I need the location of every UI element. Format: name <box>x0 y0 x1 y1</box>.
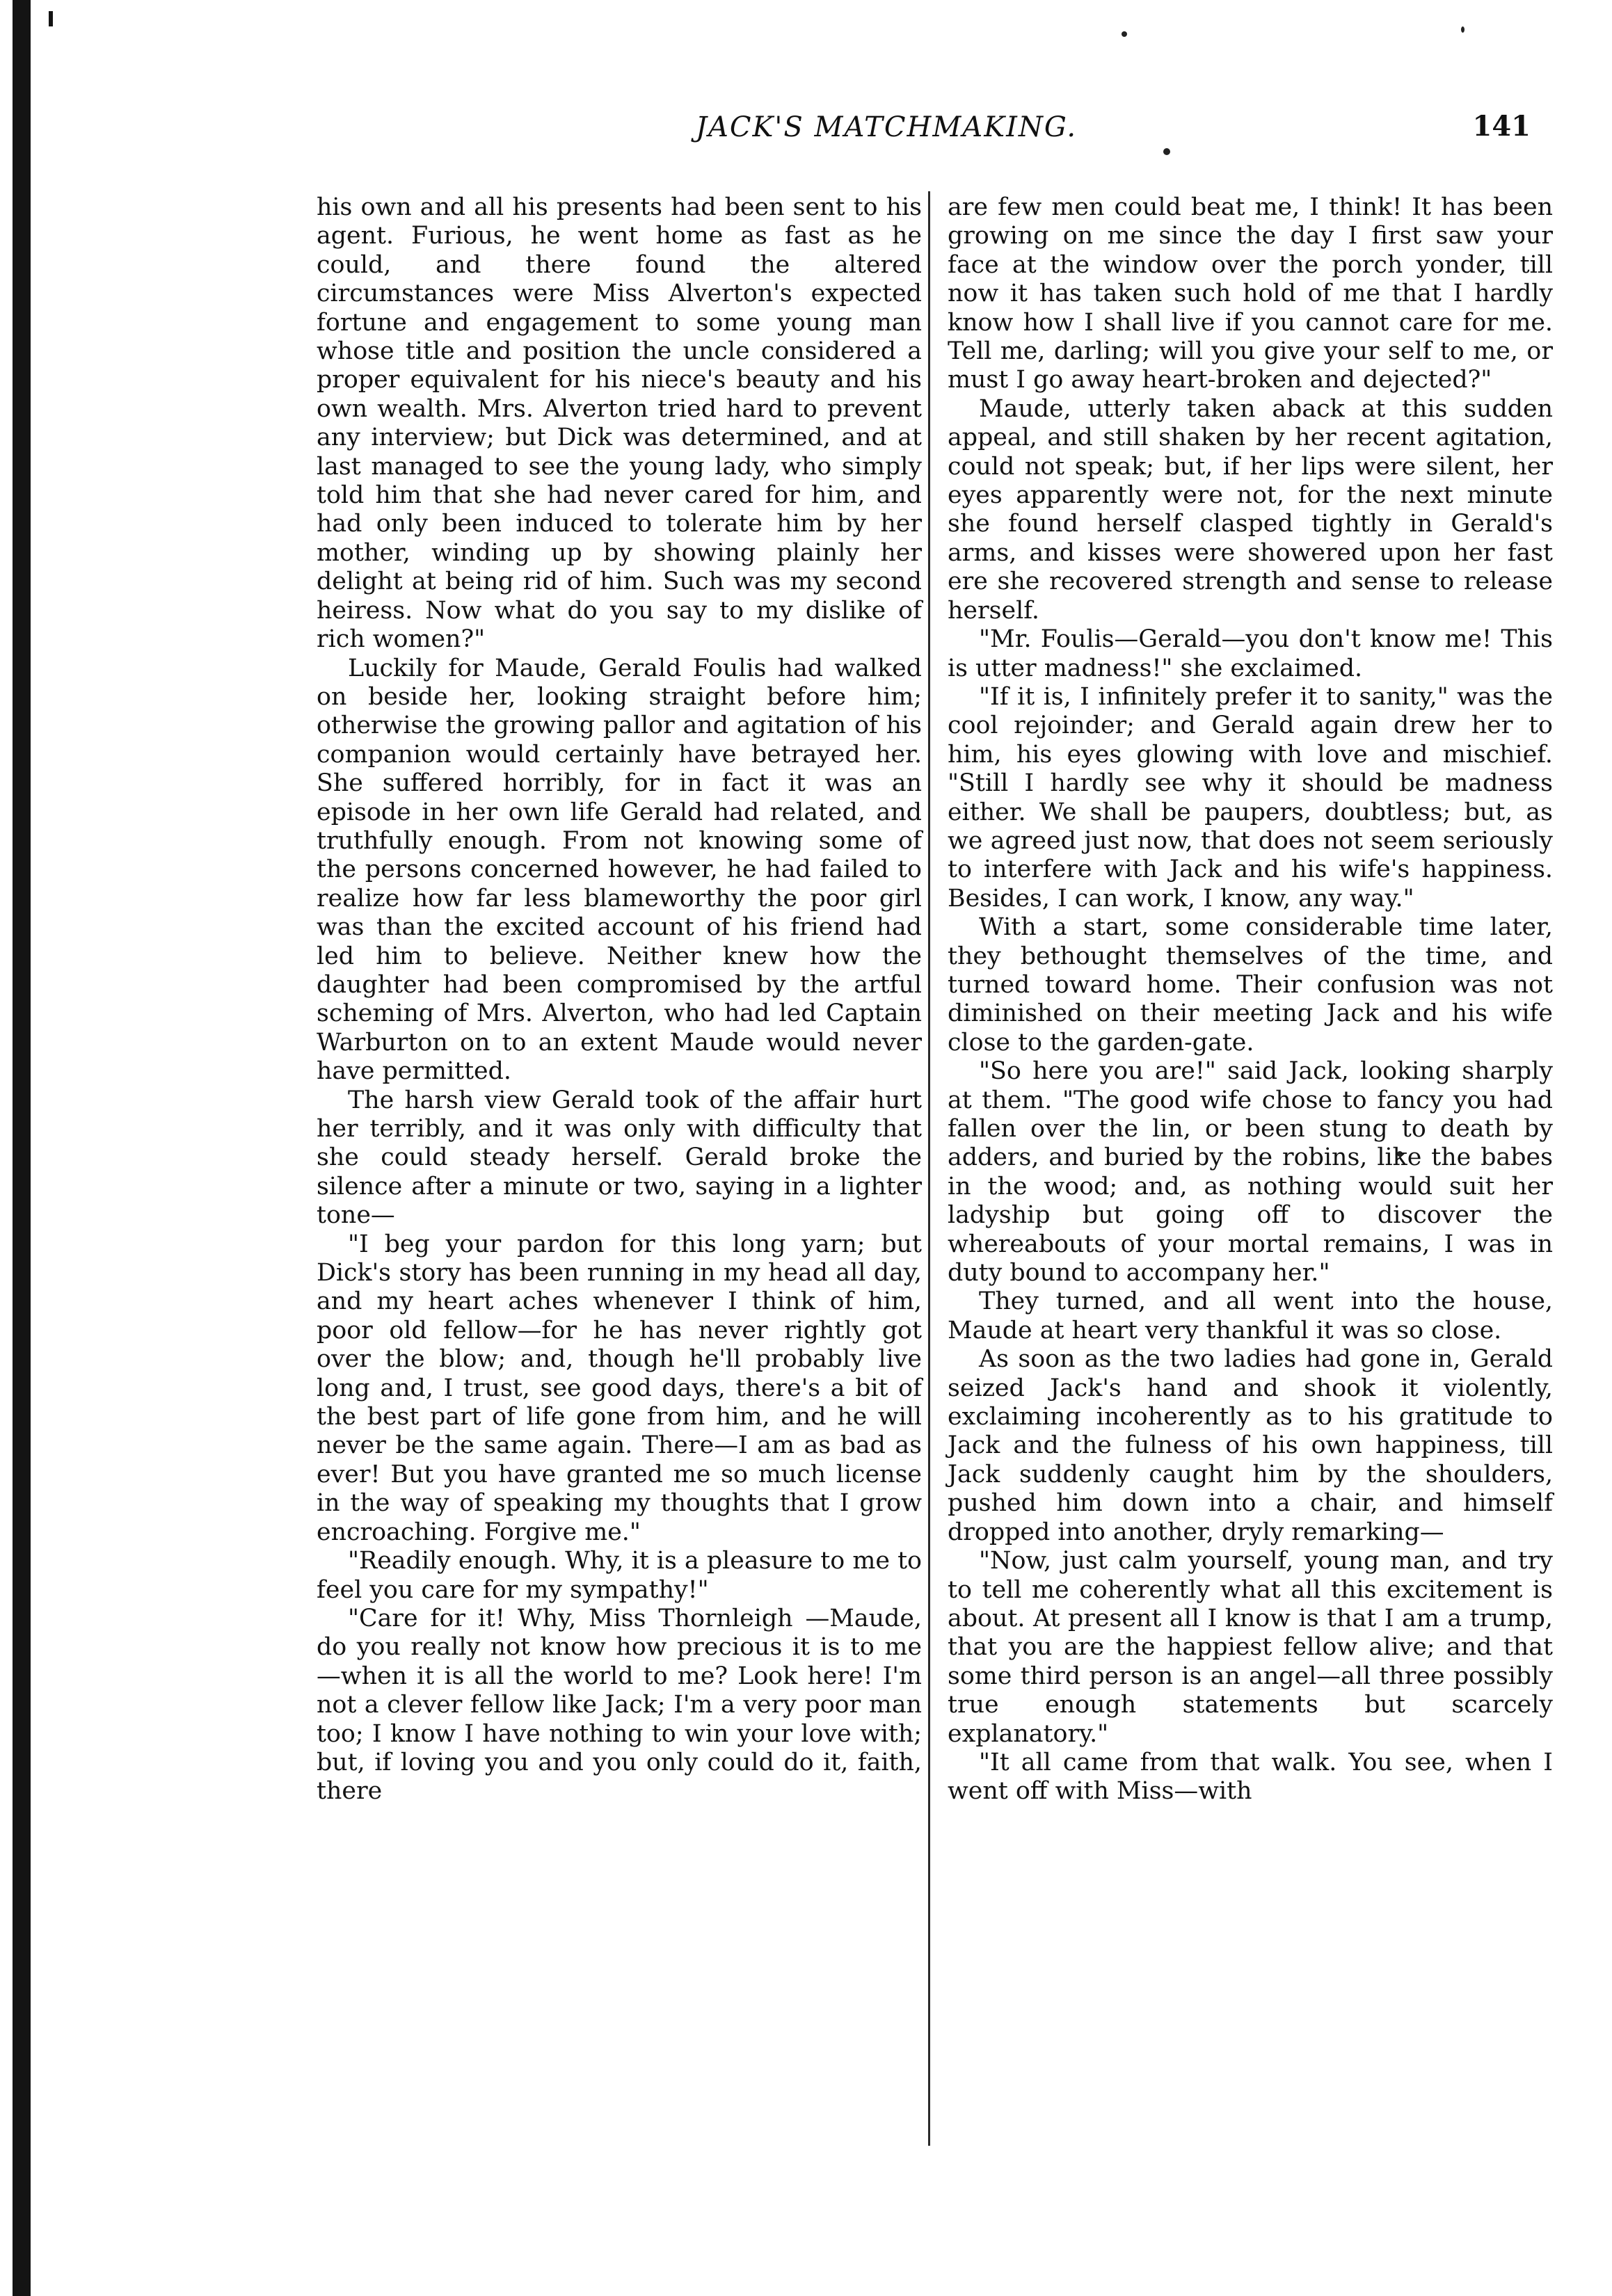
paragraph: his own and all his presents had been sent to his agent. Furious, he went home as fast as he could, and there found the altered circumstances were Miss Alverton's expected fortune and engagement to some young man whose title and position the uncle considered a proper equivalent for his niece's beauty and his own wealth. Mrs. Alverton tried hard to prevent any interview; but Dick was determined, and at last managed to see the young lady, who simply told him that she had never cared for him, and had only been induced to tolerate him by her mother, winding up by showing plainly her delight at being rid of him. Such was my second heiress. Now what do you say to my dislike of rich women?" <box>317 193 922 654</box>
paragraph: Maude, utterly taken aback at this sudden appeal, and still shaken by her recent agitation, could not speak; but, if her lips were silent, her eyes apparently were not, for the next minute she found herself clasped tightly in Gerald's arms, and kisses were showered upon her fast ere she recovered strength and sense to release herself. <box>948 394 1553 625</box>
paragraph: "Readily enough. Why, it is a pleasure to me to feel you care for my sympathy!" <box>317 1547 922 1604</box>
column-divider <box>928 191 930 2146</box>
paragraph: "Care for it! Why, Miss Thornleigh —Maude, do you really not know how precious it is to me—when it is all the world to me? Look here! I'm not a clever fellow like Jack; I'm a very poor man too; I know I have nothing to win your love with; but, if loving you and you only could do it, faith, there <box>317 1604 922 1806</box>
paragraph: "I beg your pardon for this long yarn; but Dick's story has been running in my head all day, and my heart aches whenever I think of him, poor old fellow—for he has never rightly got over the blow; and, though he'll probably live long and, I trust, see good days, there's a bit of the best part of life gone from him, and he will never be the same again. There—I am as bad as ever! But you have granted me so much license in the way of speaking my thoughts that I grow encroaching. Forgive me." <box>317 1230 922 1546</box>
page-number: 141 <box>1472 110 1531 143</box>
paragraph: Luckily for Maude, Gerald Foulis had walked on beside her, looking straight before him; otherwise the growing pallor and agitation of his companion would certainly have betrayed her. She suffered horribly, for in fact it was an episode in her own life Gerald had related, and truthfully enough. From not knowing some of the persons concerned however, he had failed to realize how far less blameworthy the poor girl was than the excited account of his friend had led him to believe. Neither knew how the daughter had been compromised by the artful scheming of Mrs. Alverton, who had led Captain Warburton on to an extent Maude would never have permitted. <box>317 654 922 1086</box>
binding-mark <box>49 11 53 26</box>
paragraph: "Mr. Foulis—Gerald—you don't know me! This is utter madness!" she exclaimed. <box>948 625 1553 682</box>
paragraph: As soon as the two ladies had gone in, Gerald seized Jack's hand and shook it violently, exclaiming incoherently as to his gratitude to Jack and the fulness of his own happiness, till Jack suddenly caught him by the shoulders, pushed him down into a chair, and himself dropped into another, dryly remarking— <box>948 1345 1553 1546</box>
paragraph: "If it is, I infinitely prefer it to sanity," was the cool rejoinder; and Gerald again drew her to him, his eyes glowing with love and mischief. "Still I hardly see why it should be madness either. We shall be paupers, doubtless; but, as we agreed just now, that does not seem seriously to interfere with Jack and his wife's happiness. Besides, I can work, I know, any way." <box>948 682 1553 913</box>
left-column <box>317 193 922 1806</box>
right-column <box>948 193 1553 1806</box>
ink-speck <box>1461 26 1465 33</box>
paragraph: With a start, some considerable time later, they bethought themselves of the time, and turned toward home. Their confusion was not diminished on their meeting Jack and his wife close to the garden-gate. <box>948 913 1553 1057</box>
paragraph: are few men could beat me, I think! It has been growing on me since the day I first saw your face at the window over the porch yonder, till now it has taken such hold of me that I hardly know how I shall live if you cannot care for me. Tell me, darling; will you give your self to me, or must I go away heart-broken and dejected?" <box>948 193 1553 394</box>
paragraph: "So here you are!" said Jack, looking sharply at them. "The good wife chose to fancy you had fallen over the lin, or been stung to death by adders, and buried by the robins, like the babes in the wood; and, as nothing would suit her ladyship but going off to discover the whereabouts of your mortal remains, I was in duty bound to accompany her." <box>948 1057 1553 1287</box>
paragraph: "It all came from that walk. You see, when I went off with Miss—with <box>948 1748 1553 1806</box>
page-header <box>696 104 1531 160</box>
binding-edge <box>13 0 31 2296</box>
paragraph: "Now, just calm yourself, young man, and try to tell me coherently what all this excitement is about. At present all I know is that I am a trump, that you are the happiest fellow alive; and that some third person is an angel—all three possibly true enough statements but scarcely explanatory." <box>948 1547 1553 1748</box>
paragraph: They turned, and all went into the house, Maude at heart very thankful it was so close. <box>948 1287 1553 1344</box>
ink-speck <box>1122 31 1127 37</box>
running-title: JACK'S MATCHMAKING. <box>696 111 1078 143</box>
paragraph: The harsh view Gerald took of the affair hurt her terribly, and it was only with difficulty that she could steady herself. Gerald broke the silence after a minute or two, saying in a lighter tone— <box>317 1086 922 1230</box>
